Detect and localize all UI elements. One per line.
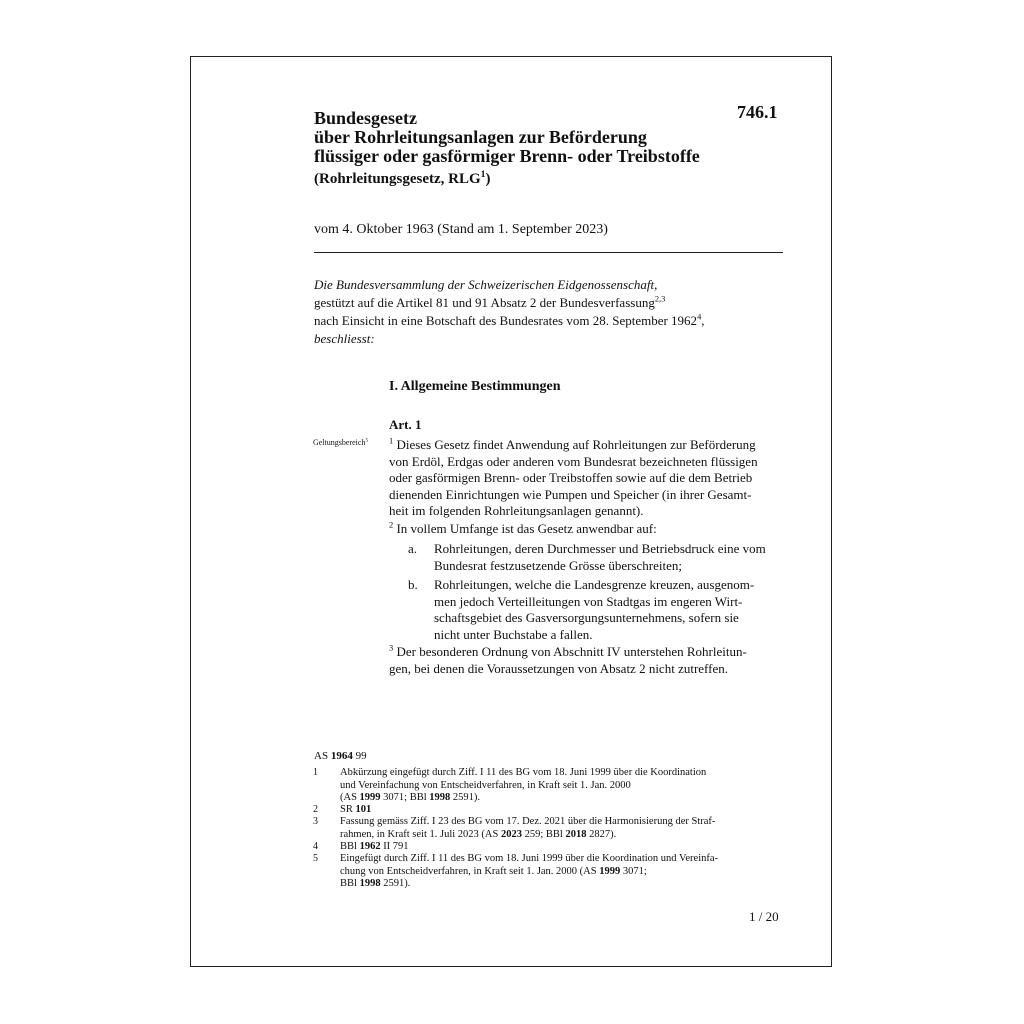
document-page: [190, 56, 832, 967]
paragraph-line: heit im folgenden Rohrleitungsanlagen genannt).: [389, 503, 644, 518]
preamble-basis: gestützt auf die Artikel 81 und 91 Absatz 2 der Bundesverfassung$^{2,3}$: [314, 293, 666, 310]
footnote-text: [340, 816, 715, 841]
footnote-line: rahmen, in Kraft seit 1. Juli 2023 (AS 2023 259; BBl 2018 2827).: [340, 828, 617, 840]
footnote-line: (AS 1999 3071; BBl 1998 2591).: [340, 792, 481, 803]
divider: [314, 252, 783, 253]
footnote-number: 3: [313, 816, 318, 827]
preamble-resolves: beschliesst:: [314, 331, 375, 346]
list-item: [434, 541, 766, 574]
footnote-line: BBl 1962 II 791: [340, 841, 409, 852]
preamble-assembly: Die Bundesversammlung der Schweizerischen Eidgenossenschaft,: [314, 277, 658, 292]
article-heading: Art. 1: [389, 417, 422, 432]
sr-number: 746.1: [737, 102, 778, 122]
page-indicator: 1 / 20: [749, 909, 779, 924]
list-line: Bundesrat festzusetzende Grösse überschreiten;: [434, 557, 682, 573]
paragraph-1: [389, 437, 758, 520]
list-letter: b.: [408, 577, 418, 592]
footnote-line: Fassung gemäss Ziff. I 23 des BG vom 17. Dez. 2021 über die Harmonisierung der Straf-: [340, 816, 716, 827]
title-line: flüssiger oder gasförmiger Brenn- oder Treibstoffe: [314, 146, 700, 166]
paragraph-line: dienenden Einrichtungen wie Pumpen und Speicher (in ihrer Gesamt-: [389, 486, 752, 502]
paragraph-2: $^2$ In vollem Umfange ist das Gesetz anwendbar auf:: [389, 519, 657, 536]
as-reference: AS 1964 99: [314, 750, 367, 762]
margin-title: Geltungsbereich$^5$: [313, 437, 369, 447]
footnote-line: Abkürzung eingefügt durch Ziff. I 11 des BG vom 18. Juni 1999 über die Koordination: [340, 767, 707, 778]
footnote-line: chung von Entscheidverfahren, in Kraft seit 1. Jan. 2000 (AS 1999 3071;: [340, 865, 647, 877]
preamble-message: nach Einsicht in eine Botschaft des Bundesrates vom 28. September 1962$^4$,: [314, 311, 705, 328]
paragraph-3: [389, 644, 747, 677]
list-line: men jedoch Verteilleitungen von Stadtgas im engeren Wirt-: [434, 593, 743, 609]
list-item: [434, 577, 754, 643]
paragraph-line: $^1$ Dieses Gesetz findet Anwendung auf Rohrleitungen zur Beförderung: [389, 435, 756, 452]
footnote-number: 2: [313, 804, 318, 815]
list-line: Rohrleitungen, deren Durchmesser und Betriebsdruck eine vom: [434, 541, 766, 556]
footnote-text: [340, 767, 706, 805]
section-title: I. Allgemeine Bestimmungen: [389, 379, 561, 394]
list-line: schaftsgebiet des Gasversorgungsunternehmens, sofern sie: [434, 610, 739, 625]
law-title: [314, 109, 700, 189]
footnote-text: [340, 841, 409, 854]
footnote-number: 4: [313, 841, 318, 852]
footnote-line: Eingefügt durch Ziff. I 11 des BG vom 18. Juni 1999 über die Koordination und Vereinfa-: [340, 853, 719, 864]
footnote-text: [340, 804, 371, 817]
paragraph-line: gen, bei denen die Voraussetzungen von Absatz 2 nicht zutreffen.: [389, 660, 728, 676]
list-letter: a.: [408, 541, 418, 556]
footnote-ref[interactable]: 4: [697, 311, 702, 322]
footnote-text: [340, 853, 718, 891]
title-line: Bundesgesetz: [314, 108, 417, 128]
footnote-line: SR 101: [340, 804, 372, 815]
list-line: Rohrleitungen, welche die Landesgrenze kreuzen, ausgenom-: [434, 577, 755, 592]
paragraph-number: 3: [389, 642, 394, 653]
footnote-line: BBl 1998 2591).: [340, 878, 411, 889]
list-line: nicht unter Buchstabe a fallen.: [434, 626, 593, 642]
short-title: (Rohrleitungsgesetz, RLG$^1$): [314, 169, 491, 187]
footnote-line: und Vereinfachung von Entscheidverfahren, in Kraft seit 1. Jan. 2000: [340, 779, 631, 791]
paragraph-line: oder gasförmigen Brenn- oder Treibstoffen sowie auf die dem Betrieb: [389, 470, 753, 485]
title-line: über Rohrleitungsanlagen zur Beförderung: [314, 127, 647, 147]
footnote-ref[interactable]: 5: [365, 437, 369, 444]
footnote-ref[interactable]: 2,3: [654, 293, 666, 304]
footnote-number: 1: [313, 767, 318, 778]
paragraph-line: $^3$ Der besonderen Ordnung von Abschnitt IV unterstehen Rohrleitun-: [389, 642, 747, 659]
paragraph-line: von Erdöl, Erdgas oder anderen vom Bundesrat bezeichneten flüssigen: [389, 453, 758, 469]
footnote-ref[interactable]: 1: [480, 169, 486, 180]
date-line: vom 4. Oktober 1963 (Stand am 1. September 2023): [314, 222, 608, 237]
paragraph-number: 2: [389, 519, 394, 530]
footnote-number: 5: [313, 853, 318, 864]
paragraph-number: 1: [389, 435, 394, 446]
